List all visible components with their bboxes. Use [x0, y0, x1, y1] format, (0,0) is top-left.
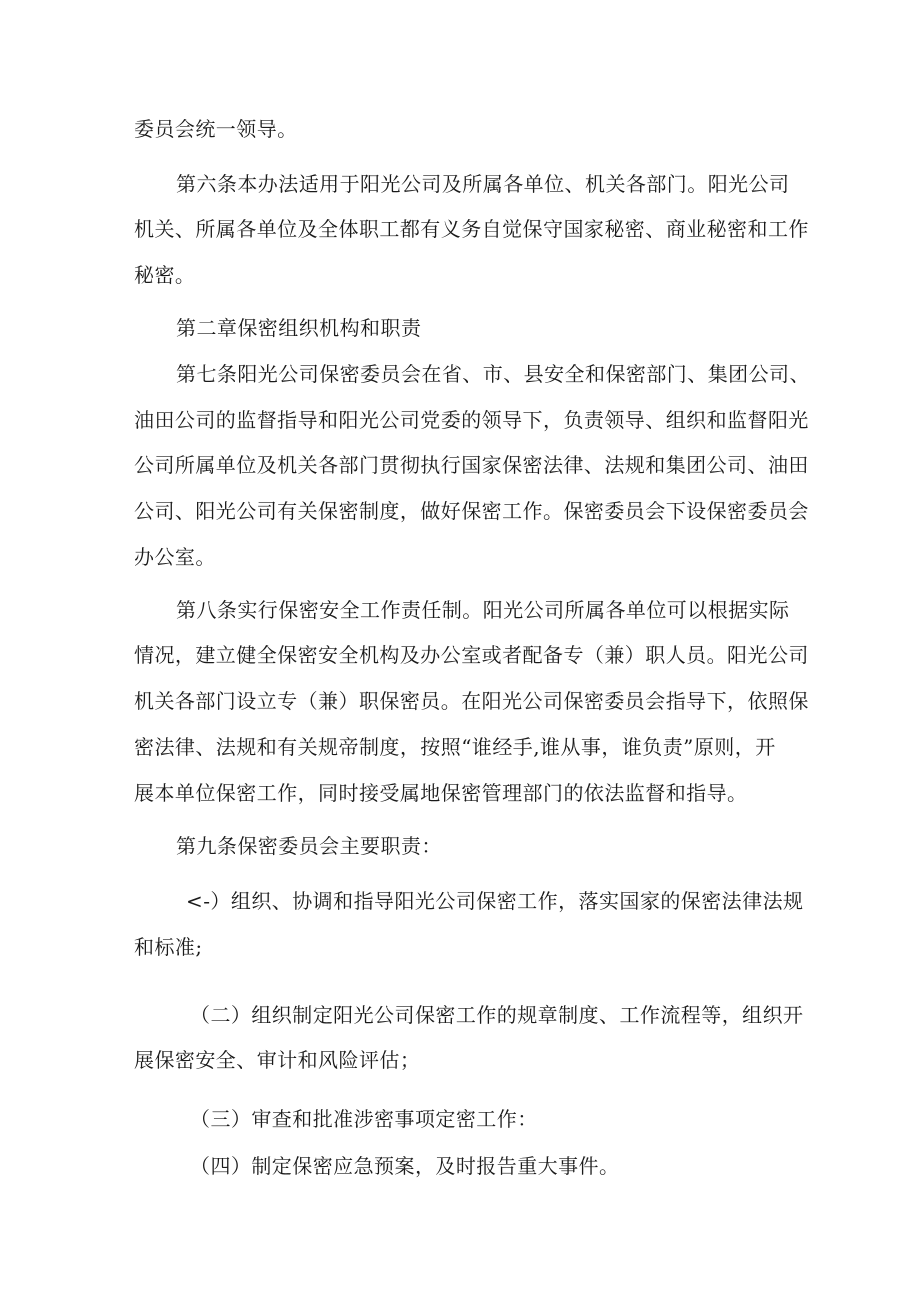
list-item: （二）组织制定阳光公司保密工作的规章制度、工作流程等，组织开 [190, 1003, 804, 1027]
text-line: 油田公司的监督指导和阳光公司党委的领导下，负责领导、组织和监督阳光 [134, 408, 809, 432]
text-line: 展保密安全、审计和风险评估； [134, 1048, 421, 1072]
section-heading: 第二章保密组织机构和职责 [176, 316, 422, 340]
text-line: 委员会统一领导。 [134, 117, 298, 141]
text-line: 公司所属单位及机关各部门贯彻执行国家保密法律、法规和集团公司、油田 [134, 453, 809, 477]
list-item: <-）组织、协调和指导阳光公司保密工作，落实国家的保密法律法规 [186, 889, 804, 913]
text-line: 机关各部门设立专（兼）职保密员。在阳光公司保密委员会指导下，依照保 [134, 689, 809, 713]
text-line: 秘密。 [134, 263, 196, 287]
text-line: 和标准; [134, 935, 203, 959]
text-line: 第九条保密委员会主要职责： [176, 834, 442, 858]
text-line: 公司、阳光公司有关保密制度，做好保密工作。保密委员会下设保密委员会 [134, 499, 809, 523]
text-line: 展本单位保密工作，同时接受属地保密管理部门的依法监督和指导。 [134, 781, 748, 805]
list-item: （四）制定保密应急预案，及时报告重大事件。 [190, 1154, 620, 1178]
text-line: 第六条本办法适用于阳光公司及所属各单位、机关各部门。阳光公司 [176, 172, 790, 196]
text-line: 第八条实行保密安全工作责任制。阳光公司所属各单位可以根据实际 [176, 598, 790, 622]
list-item: （三）审查和批准涉密事项定密工作： [190, 1107, 538, 1131]
text-line: 机关、所属各单位及全体职工都有义务自觉保守国家秘密、商业秘密和工作 [134, 217, 809, 241]
text-line: 办公室。 [134, 545, 216, 569]
text-line: 第七条阳光公司保密委员会在省、市、县安全和保密部门、集团公司、 [176, 362, 810, 386]
text-line: 情况，建立健全保密安全机构及办公室或者配备专（兼）职人员。阳光公司 [134, 643, 809, 667]
text-line: 密法律、法规和有关规帝制度，按照“谁经手,谁从事，谁负责”原则，开 [134, 735, 776, 759]
